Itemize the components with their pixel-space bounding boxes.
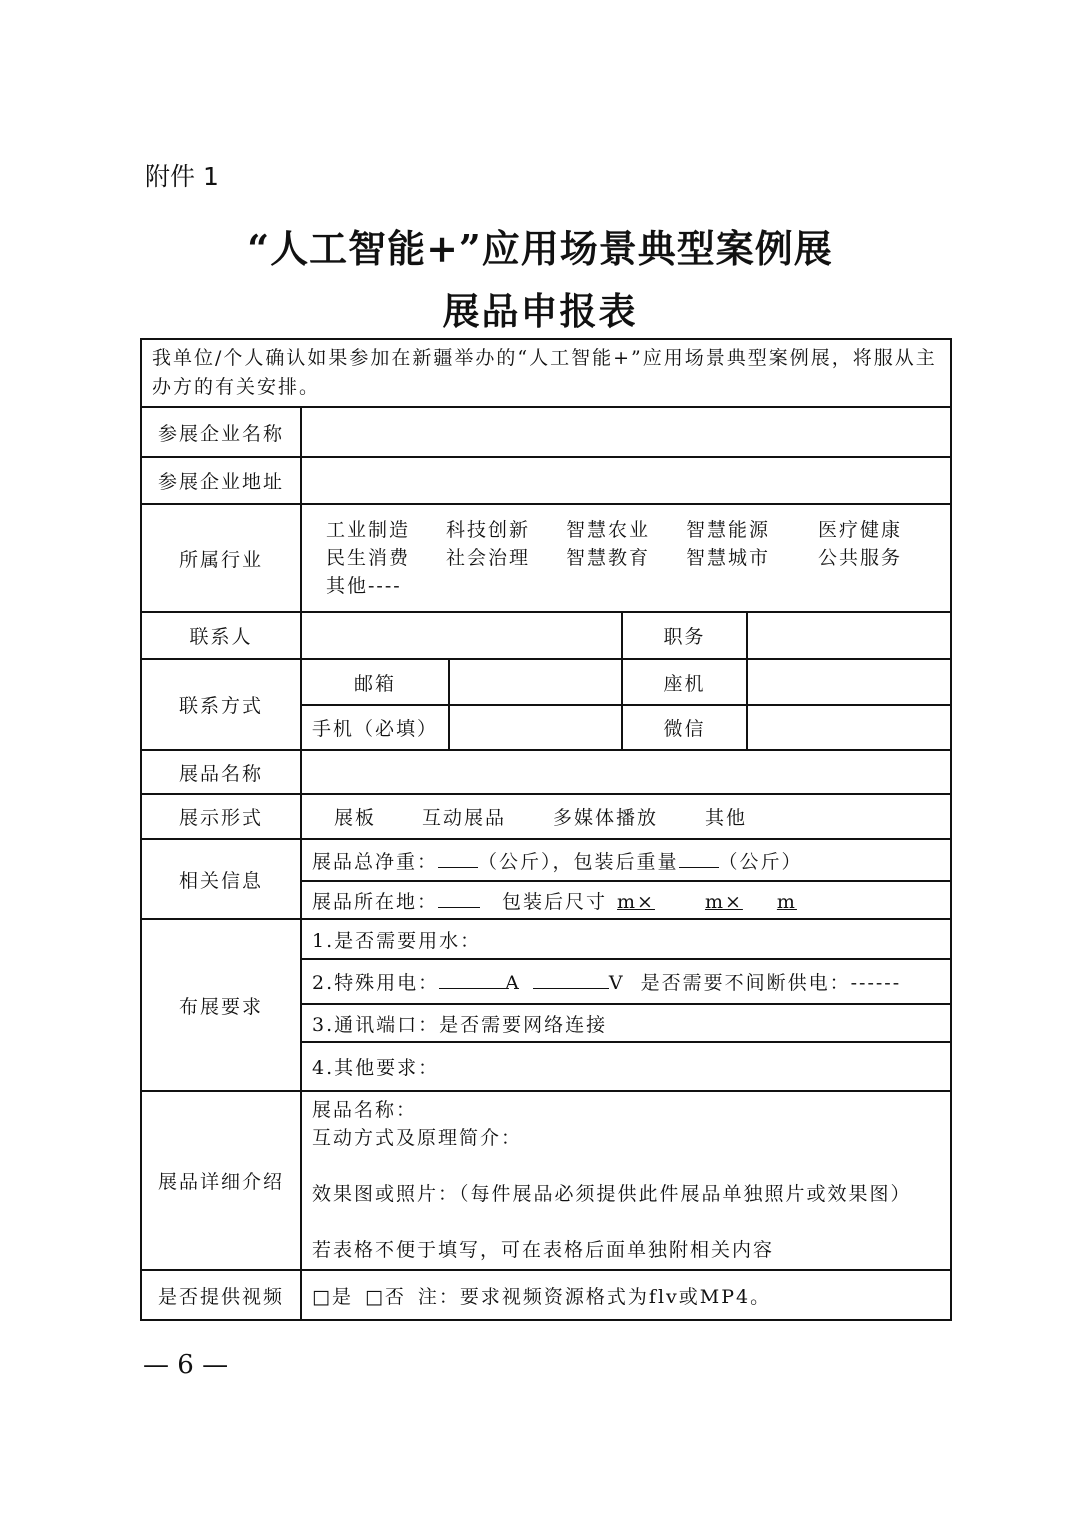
ampere-blank[interactable] [439,968,505,989]
industry-option[interactable]: 智慧能源 [686,519,771,541]
page-title: “人工智能+”应用场景典型案例展 [247,226,833,271]
contact-person-field[interactable] [301,612,622,659]
size-field[interactable] [607,891,797,913]
company-address-label: 参展企业地址 [141,457,301,504]
industry-option[interactable]: 工业制造 [326,519,411,541]
exhibit-detail-label: 展品详细介绍 [141,1091,301,1270]
display-options [301,794,951,839]
video-format-note: 注：要求视频资源格式为flv或MP4。 [417,1285,772,1308]
net-weight-blank[interactable] [438,847,478,868]
packed-weight-blank[interactable] [679,847,719,868]
exhibit-application-form [140,338,952,1321]
industry-option[interactable]: 医疗健康 [818,519,903,541]
detail-note-line: 若表格不便于填写，可在表格后面单独附相关内容 [312,1239,775,1261]
video-yes-checkbox[interactable]: □是 [312,1285,353,1308]
page-subtitle: 展品申报表 [442,289,638,333]
company-address-field[interactable] [301,457,951,504]
net-weight-unit: （公斤） [478,850,553,873]
volt-unit: V [608,972,625,994]
video-label: 是否提供视频 [141,1270,301,1320]
detail-photo-line: 效果图或照片：（每件展品必须提供此件展品单独照片或效果图） [312,1183,912,1205]
packed-weight-label: ，包装后重量 [552,850,679,873]
display-option[interactable]: 其他 [705,807,748,829]
industry-option[interactable]: 科技创新 [446,519,531,541]
ups-label[interactable]: 是否需要不间断供电：------ [640,972,902,994]
wechat-label: 微信 [622,705,747,750]
location-blank[interactable] [438,887,480,908]
location-label: 展品所在地： [312,890,439,913]
video-options [301,1270,951,1320]
position-label: 职务 [622,612,747,659]
exhibit-name-field[interactable] [301,750,951,794]
industry-option[interactable]: 智慧农业 [566,519,651,541]
location-size-row [301,881,951,919]
display-option[interactable]: 展板 [334,807,377,829]
industry-option[interactable]: 社会治理 [446,547,531,569]
industry-option[interactable]: 民生消费 [326,547,411,569]
industry-option[interactable]: 公共服务 [818,547,903,569]
volt-blank[interactable] [533,968,609,989]
weight-row [301,839,951,881]
email-field[interactable] [449,659,622,705]
mobile-field[interactable] [449,705,622,750]
size-unit: m× [704,890,743,913]
detail-interaction-line: 互动方式及原理简介： [312,1127,523,1149]
exhibit-name-label: 展品名称 [141,750,301,794]
landline-field[interactable] [747,659,951,705]
exhibit-detail-field[interactable] [301,1091,951,1270]
email-label: 邮箱 [301,659,449,705]
position-field[interactable] [747,612,951,659]
industry-label: 所属行业 [141,504,301,612]
display-option[interactable]: 多媒体播放 [553,807,659,829]
detail-name-line: 展品名称： [312,1099,418,1121]
ampere-unit: A [505,972,521,994]
layout-requirements-label: 布展要求 [141,919,301,1091]
requirement-other[interactable]: 4.其他要求： [301,1042,951,1091]
industry-row-1 [326,516,940,544]
size-unit: m [776,890,797,913]
display-form-label: 展示形式 [141,794,301,839]
attachment-label: 附件 1 [145,162,219,191]
wechat-field[interactable] [747,705,951,750]
industry-options [301,504,951,612]
display-option[interactable]: 互动展品 [422,807,507,829]
size-unit: m× [617,890,655,913]
requirement-network[interactable]: 3.通讯端口：是否需要网络连接 [301,1004,951,1042]
contact-person-label: 联系人 [141,612,301,659]
page-number: — 6 — [143,1350,229,1380]
company-name-field[interactable] [301,407,951,457]
related-info-label: 相关信息 [141,839,301,919]
packed-size-label: 包装后尺寸 [502,890,608,913]
industry-option[interactable]: 智慧城市 [686,547,771,569]
industry-other[interactable]: 其他---- [326,575,402,597]
requirement-power [301,959,951,1004]
industry-option[interactable]: 智慧教育 [566,547,651,569]
company-name-label: 参展企业名称 [141,407,301,457]
mobile-label: 手机（必填） [301,705,449,750]
declaration-text: 我单位/个人确认如果参加在新疆举办的“人工智能+”应用场景典型案例展，将服从主办方的有关安排。 [141,339,951,407]
landline-label: 座机 [622,659,747,705]
contact-method-label: 联系方式 [141,659,301,750]
packed-weight-unit: （公斤） [718,850,803,873]
industry-row-2 [326,544,940,572]
net-weight-label: 展品总净重： [312,850,439,873]
power-label: 2.特殊用电： [312,972,440,994]
video-no-checkbox[interactable]: □否 [364,1285,406,1308]
requirement-water[interactable]: 1.是否需要用水： [301,919,951,959]
